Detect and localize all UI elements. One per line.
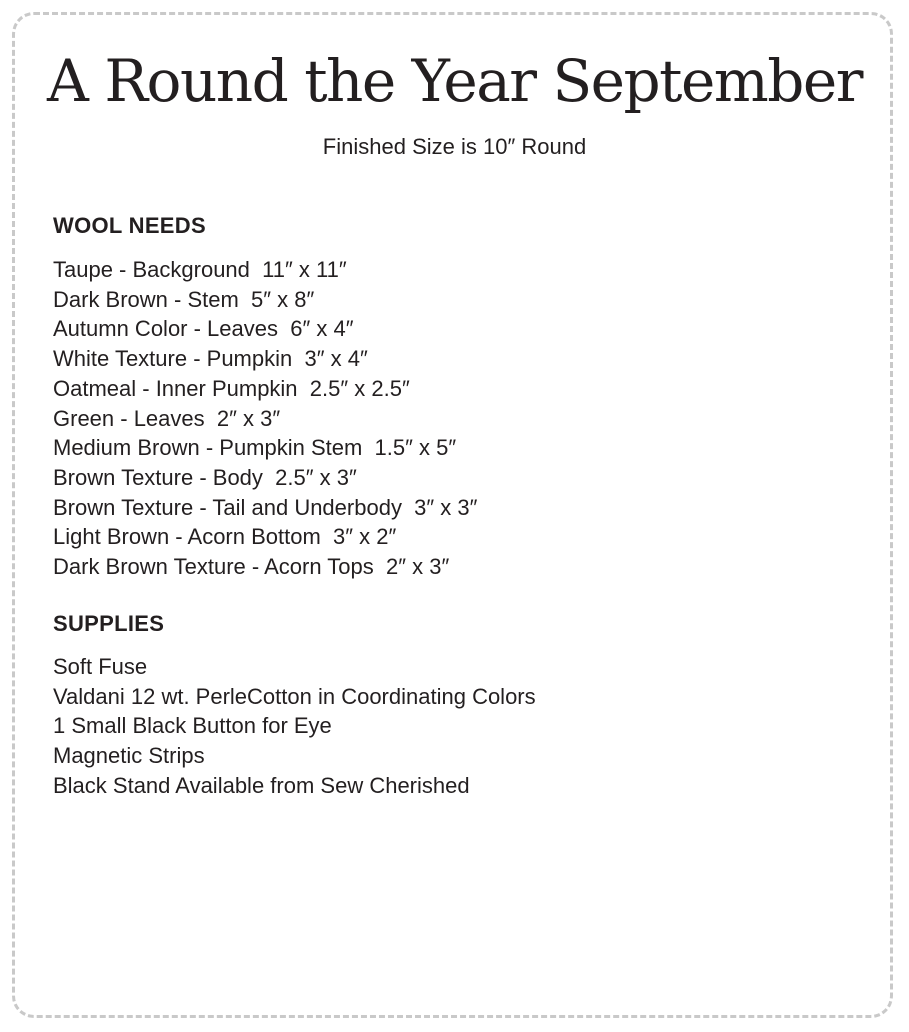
- list-item: Oatmeal - Inner Pumpkin 2.5″ x 2.5″: [53, 375, 410, 401]
- list-item: Light Brown - Acorn Bottom 3″ x 2″: [53, 524, 397, 550]
- list-item: Valdani 12 wt. PerleCotton in Coordinating Colors: [53, 683, 536, 709]
- wool-needs-list: [53, 255, 477, 582]
- list-item: Brown Texture - Tail and Underbody 3″ x 3″: [53, 494, 478, 520]
- page-title: A Round the Year September: [47, 47, 862, 115]
- list-item: Green - Leaves 2″ x 3″: [53, 405, 281, 431]
- list-item: White Texture - Pumpkin 3″ x 4″: [53, 346, 368, 372]
- supplies-heading: SUPPLIES: [53, 611, 165, 636]
- list-item: Taupe - Background 11″ x 11″: [53, 257, 347, 282]
- finished-size-subtitle: Finished Size is 10″ Round: [322, 134, 587, 159]
- list-item: Black Stand Available from Sew Cherished: [53, 772, 470, 798]
- list-item: Dark Brown Texture - Acorn Tops 2″ x 3″: [53, 554, 450, 580]
- list-item: Medium Brown - Pumpkin Stem 1.5″ x 5″: [53, 435, 457, 461]
- list-item: Autumn Color - Leaves 6″ x 4″: [53, 316, 354, 342]
- list-item: 1 Small Black Button for Eye: [53, 713, 332, 739]
- supplies-list: [53, 652, 536, 801]
- wool-needs-heading: WOOL NEEDS: [53, 213, 206, 238]
- list-item: Soft Fuse: [53, 654, 148, 679]
- list-item: Dark Brown - Stem 5″ x 8″: [53, 286, 315, 312]
- list-item: Magnetic Strips: [53, 743, 205, 769]
- list-item: Brown Texture - Body 2.5″ x 3″: [53, 464, 357, 490]
